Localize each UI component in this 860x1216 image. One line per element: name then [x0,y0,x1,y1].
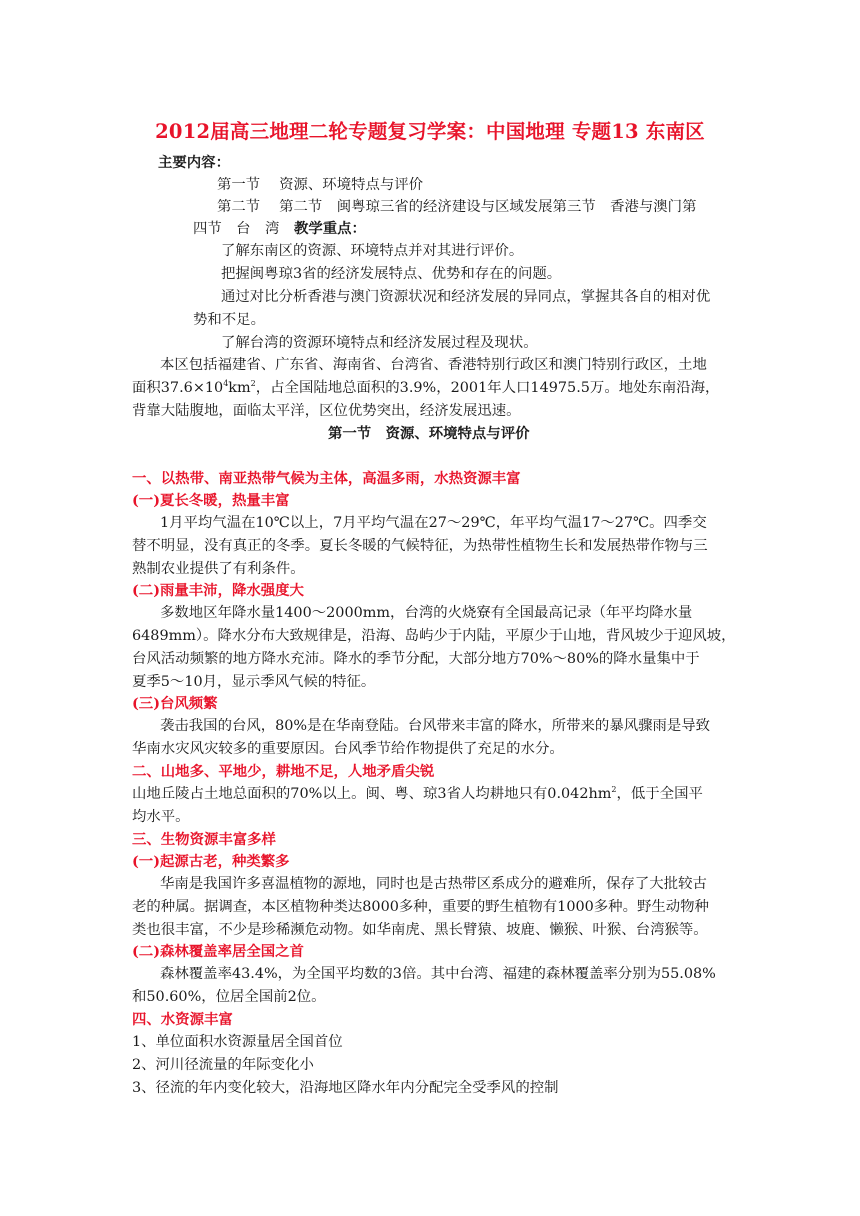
para-5-line-3: 类也很丰富，不少是珍稀濒危动物。如华南虎、黑长臂猿、坡鹿、懒猴、叶猴、台湾猴等。 [132,922,708,938]
page-title: 2012届高三地理二轮专题复习学案：中国地理 专题13 东南区 [155,120,705,143]
para-4-line-2: 均水平。 [132,809,190,825]
list-item-2: 2、河川径流量的年际变化小 [132,1057,314,1073]
subheading-3-1: (一)起源古老，种类繁多 [132,853,290,870]
para-1-line-2: 替不明显，没有真正的冬季。夏长冬暖的气候特征，为热带性植物生长和发展热带作物与三 [132,538,708,554]
para-4-line-1 [132,783,703,805]
subheading-1-1: (一)夏长冬暖，热量丰富 [132,492,290,509]
para-5-line-1: 华南是我国许多喜温植物的源地，同时也是古热带区系成分的避难所，保存了大批较古 [160,876,707,892]
para-5-line-2: 老的种属。据调查，本区植物种类达8000多种，重要的野生植物有1000多种。野生动物种 [132,899,709,915]
contents-line-2: 第二节 第二节 闽粤琼三省的经济建设与区域发展第三节 香港与澳门第 [217,199,697,215]
list-item-3: 3、径流的年内变化较大，沿海地区降水年内分配完全受季风的控制 [132,1080,559,1096]
section-1-title: 第一节 资源、环境特点与评价 [328,425,530,442]
para-2-line-2: 6489mm）。降水分布大致规律是，沿海、岛屿少于内陆，平原少于山地，背风坡少于迎风坡， [132,628,736,644]
main-content-label: 主要内容： [158,154,230,171]
subheading-1-3: (三)台风频繁 [132,695,218,712]
intro-sup-square: 2 [250,379,256,388]
para-4-sup-square: 2 [611,785,617,794]
para-3-line-1: 袭击我国的台风，80%是在华南登陆。台风带来丰富的降水，所带来的暴风骤雨是导致 [160,718,711,734]
para-1-line-1: 1月平均气温在10℃以上，7月平均气温在27～29℃，年平均气温17～27℃。四季交 [160,515,707,531]
contents-line-3-text: 四节 台 湾 [193,221,280,237]
intro-unit: km [228,380,251,396]
focus-item-1: 了解东南区的资源、环境特点并对其进行评价。 [221,243,524,259]
contents-line-1: 第一节 资源、环境特点与评价 [217,177,424,193]
intro-line-2 [132,377,719,399]
para-4-text-rest: ，低于全国平 [616,786,703,802]
focus-item-3b: 势和不足。 [193,312,265,328]
focus-item-2: 把握闽粤琼3省的经济发展特点、优势和存在的问题。 [221,266,562,282]
heading-1: 一、以热带、南亚热带气候为主体，高温多雨，水热资源丰富 [132,470,521,487]
heading-4: 四、水资源丰富 [132,1011,233,1028]
para-2-line-4: 夏季5～10月，显示季风气候的特征。 [132,674,376,690]
subheading-3-2: (二)森林覆盖率居全国之首 [132,943,304,960]
heading-3: 三、生物资源丰富多样 [132,831,276,848]
focus-item-4: 了解台湾的资源环境特点和经济发展过程及现状。 [221,335,538,351]
para-6-line-1: 森林覆盖率43.4%，为全国平均数的3倍。其中台湾、福建的森林覆盖率分别为55.08% [160,966,716,982]
intro-line-3: 背靠大陆腹地，面临太平洋，区位优势突出，经济发展迅速。 [132,403,521,419]
intro-line-2-rest: ，占全国陆地总面积的3.9%，2001年人口14975.5万。地处东南沿海， [255,380,720,396]
intro-line-1: 本区包括福建省、广东省、海南省、台湾省、香港特别行政区和澳门特别行政区，土地 [160,357,707,373]
intro-area-value: 面积37.6×10 [132,380,224,396]
para-2-line-3: 台风活动频繁的地方降水充沛。降水的季节分配，大部分地方70%～80%的降水量集中于 [132,651,700,667]
heading-2: 二、山地多、平地少，耕地不足，人地矛盾尖锐 [132,763,435,780]
contents-line-3 [193,218,366,240]
teaching-focus-label: 教学重点： [293,220,366,237]
list-item-1: 1、单位面积水资源量居全国首位 [132,1034,343,1050]
intro-sup-exponent: 4 [223,379,229,388]
para-1-line-3: 熟制农业提供了有利条件。 [132,561,305,577]
para-2-line-1: 多数地区年降水量1400～2000mm，台湾的火烧寮有全国最高记录（年平均降水量 [160,605,693,621]
subheading-1-2: (二)雨量丰沛，降水强度大 [132,582,304,599]
para-6-line-2: 和50.60%，位居全国前2位。 [132,989,326,1005]
focus-item-3a: 通过对比分析香港与澳门资源状况和经济发展的异同点，掌握其各自的相对优 [221,289,711,305]
para-4-text: 山地丘陵占土地总面积的70%以上。闽、粤、琼3省人均耕地只有0.042hm [132,786,612,802]
para-3-line-2: 华南水灾风灾较多的重要原因。台风季节给作物提供了充足的水分。 [132,741,564,757]
